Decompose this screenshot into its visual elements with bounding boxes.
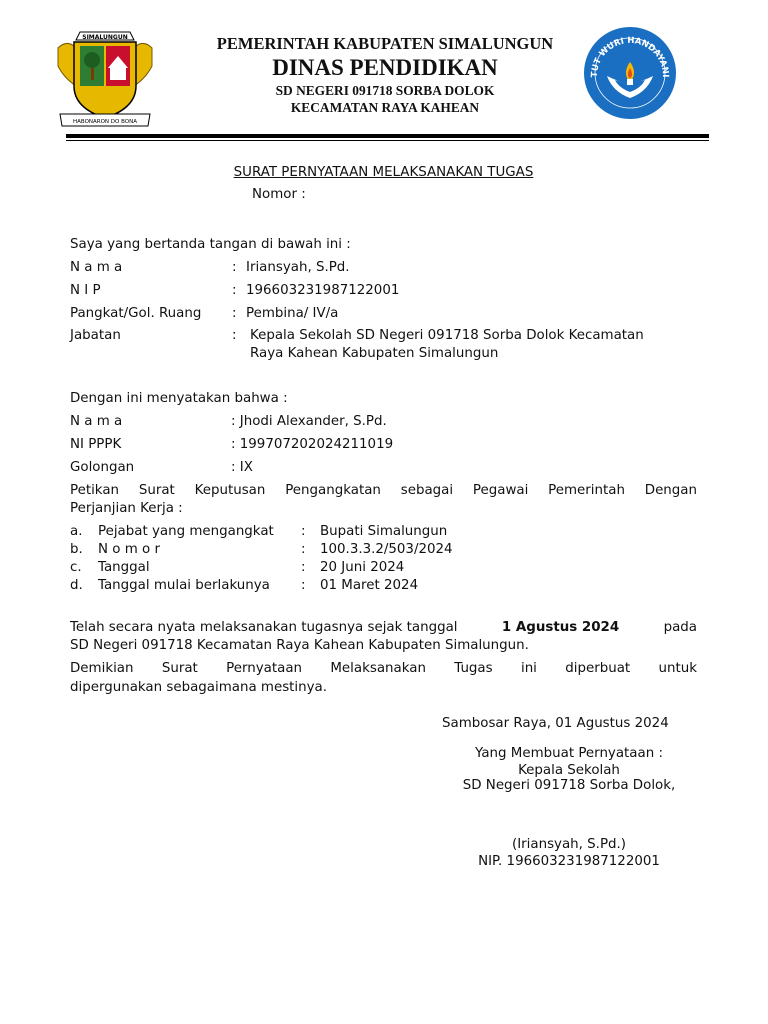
duty-statement-line2: SD Negeri 091718 Kecamatan Raya Kahean Kabupaten Simalungun.	[70, 638, 529, 653]
decree-item-d-sep: :	[301, 578, 306, 593]
decree-item-c-label: Tanggal	[98, 560, 150, 575]
signer-name: (Iriansyah, S.Pd.)	[511, 837, 626, 852]
closing-line1: Demikian Surat Pernyataan Melaksanakan Tugas ini diperbuat untuk	[70, 661, 697, 676]
place-date: Sambosar Raya, 01 Agustus 2024	[442, 716, 669, 731]
duty-start-date: 1 Agustus 2024	[501, 620, 620, 635]
duty-statement-post: pada	[663, 620, 697, 635]
closing-line2: dipergunakan sebagaimana mestinya.	[70, 680, 328, 695]
document-title: SURAT PERNYATAAN MELAKSANAKAN TUGAS	[233, 165, 534, 180]
signer-nip-value: 196603231987122001	[246, 283, 400, 298]
signer-rank-sep: :	[232, 306, 237, 321]
signer-nip: NIP. 196603231987122001	[478, 854, 660, 869]
decree-item-d-label: Tanggal mulai berlakunya	[98, 578, 270, 593]
decree-item-a-value: Bupati Simalungun	[320, 524, 448, 539]
employee-grade-value: : IX	[231, 460, 253, 475]
statement-intro: Dengan ini menyatakan bahwa :	[70, 391, 288, 406]
signer-rank-label: Pangkat/Gol. Ruang	[70, 306, 202, 321]
employee-grade-label: Golongan	[70, 460, 135, 475]
simalungun-crest-icon	[52, 26, 158, 130]
decree-item-b-value: 100.3.3.2/503/2024	[320, 542, 453, 557]
maker-label: Yang Membuat Pernyataan :	[475, 746, 663, 761]
decree-item-d-value: 01 Maret 2024	[320, 578, 419, 593]
signer-nip-label: N I P	[70, 283, 101, 298]
decree-item-a-label: Pejabat yang mengangkat	[98, 524, 274, 539]
duty-statement-pre: Telah secara nyata melaksanakan tugasnya sejak tanggal	[70, 620, 458, 635]
decree-item-c-letter: c.	[70, 560, 82, 575]
signer-school: SD Negeri 091718 Sorba Dolok,	[462, 778, 676, 793]
signer-position-label: Jabatan	[70, 328, 121, 343]
tut-wuri-handayani-icon	[583, 26, 677, 120]
decree-item-c-value: 20 Juni 2024	[320, 560, 405, 575]
decree-item-b-label: N o m o r	[98, 542, 160, 557]
employee-nipppk-value: : 199707202024211019	[231, 437, 394, 452]
decree-item-a-sep: :	[301, 524, 306, 539]
employee-nipppk-label: NI PPPK	[70, 437, 122, 452]
decree-item-a-letter: a.	[70, 524, 83, 539]
employee-name-value: : Jhodi Alexander, S.Pd.	[231, 414, 387, 429]
decree-item-c-sep: :	[301, 560, 306, 575]
header-rule-thick	[66, 134, 709, 138]
decree-item-b-letter: b.	[70, 542, 83, 557]
government-name: PEMERINTAH KABUPATEN SIMALUNGUN	[216, 34, 554, 53]
school-name: SD NEGERI 091718 SORBA DOLOK	[275, 83, 495, 98]
svg-text:SIMALUNGUN: SIMALUNGUN	[82, 34, 128, 41]
signer-position-sep: :	[232, 328, 237, 343]
signer-position-value-line2: Raya Kahean Kabupaten Simalungun	[250, 346, 499, 361]
district-name: KECAMATAN RAYA KAHEAN	[290, 100, 480, 115]
header-rule-thin	[66, 140, 709, 141]
document-number-label: Nomor :	[252, 187, 306, 202]
signer-name-sep: :	[232, 260, 237, 275]
intro-text: Saya yang bertanda tangan di bawah ini :	[70, 237, 351, 252]
signer-position: Kepala Sekolah	[518, 763, 620, 778]
duty-statement-line1	[70, 620, 697, 635]
svg-text:TUT WURI HANDAYANI: TUT WURI HANDAYANI	[589, 35, 671, 78]
signer-nip-sep: :	[232, 283, 237, 298]
signer-position-value: Kepala Sekolah SD Negeri 091718 Sorba Dolok Kecamatan	[250, 328, 644, 343]
signer-name-label: N a m a	[70, 260, 123, 275]
signer-rank-value: Pembina/ IV/a	[246, 306, 339, 321]
decree-text-line2: Perjanjian Kerja :	[70, 501, 183, 516]
svg-text:HABONARON DO BONA: HABONARON DO BONA	[73, 119, 137, 125]
decree-item-b-sep: :	[301, 542, 306, 557]
signer-name-value: Iriansyah, S.Pd.	[246, 260, 350, 275]
agency-name: DINAS PENDIDIKAN	[272, 55, 498, 80]
decree-text-line1: Petikan Surat Keputusan Pengangkatan sebagai Pegawai Pemerintah Dengan	[70, 483, 697, 498]
letterhead	[0, 0, 768, 145]
employee-name-label: N a m a	[70, 414, 123, 429]
decree-item-d-letter: d.	[70, 578, 83, 593]
